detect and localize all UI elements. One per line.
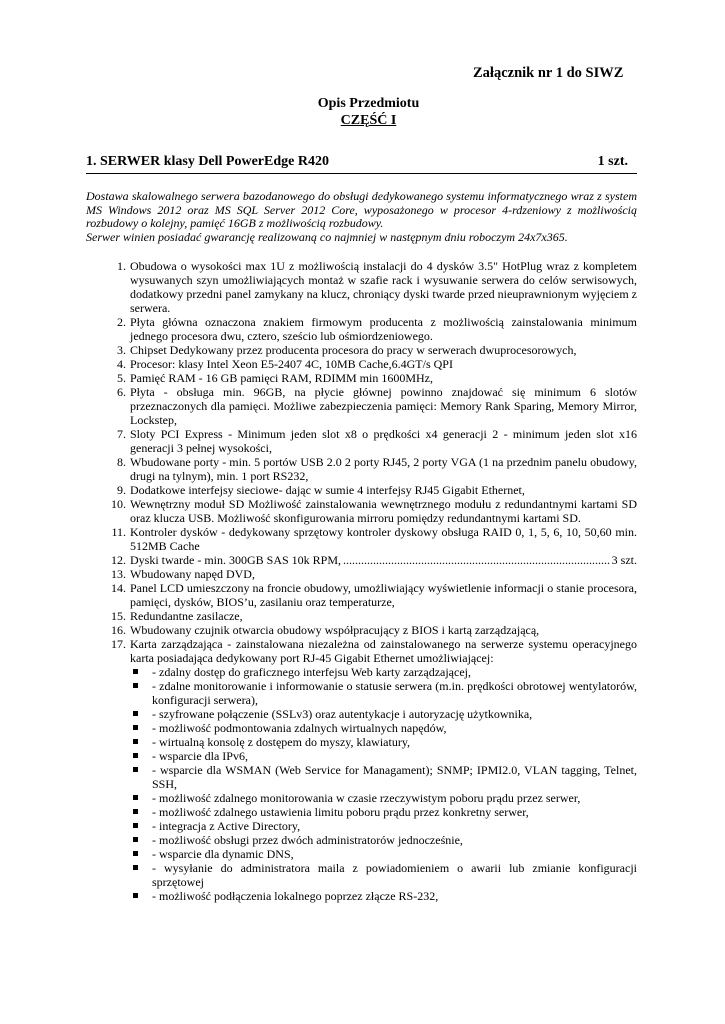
- item-text: Obudowa o wysokości max 1U z możliwością instalacji do 4 dysków 3.5" HotPlug wraz z kompletem wysuwanych szyn umożliwiających montaż w szafie rack i wysuwanie serwera do celów serwisowych, dodatkowy przedni panel zamykany na klucz, chroniący dyski twarde przed nieuprawnionym wyjęciem z serwera.: [130, 259, 637, 315]
- item-number: 10.: [111, 497, 126, 511]
- item-text: Redundantne zasilacze,: [130, 609, 243, 623]
- intro-paragraph: [86, 190, 637, 244]
- bullet-text: - możliwość zdalnego ustawienia limitu poboru prądu przez konkretny serwer,: [152, 805, 529, 819]
- list-item: [86, 483, 637, 497]
- item-number: 15.: [111, 609, 126, 623]
- item-text: Płyta - obsługa min. 96GB, na płycie głównej powinno znajdować się minimum 6 slotów przeznaczonych dla pamięci. Możliwe zabezpieczenia pamięci: Memory Rank Sparing, Memory Mirror, Lockstep,: [130, 385, 637, 427]
- list-item: [86, 343, 637, 357]
- bullet-item: [130, 791, 637, 805]
- bullet-text: - zdalne monitorowanie i informowanie o statusie serwera (m.in. prędkości obrotowej wentylatorów, konfiguracji serwera),: [152, 679, 637, 707]
- item-number: 17.: [111, 637, 126, 651]
- list-item: [86, 427, 637, 455]
- bullet-text: - możliwość podłączenia lokalnego poprzez złącze RS-232,: [152, 889, 439, 903]
- item-number: 9.: [117, 483, 126, 497]
- spec-list: [86, 259, 637, 903]
- list-item: [86, 497, 637, 525]
- list-item: [86, 581, 637, 609]
- bullet-square-icon: [133, 809, 138, 814]
- item-text: Chipset Dedykowany przez producenta procesora do pracy w serwerach dwuprocesorowych,: [130, 343, 577, 357]
- document-title: Opis Przedmiotu: [317, 96, 420, 111]
- item-number: 16.: [111, 623, 126, 637]
- bullet-list: [86, 665, 637, 903]
- bullet-text: - wsparcie dla WSMAN (Web Service for Managament); SNMP; IPMI2.0, VLAN tagging, Telnet, SSH,: [152, 763, 637, 791]
- item-text: Karta zarządzająca - zainstalowana niezależna od zainstalowanego na serwerze systemu operacyjnego karta posiadająca dedykowany port RJ-45 Gigabit Ethernet umożliwiającej:: [130, 637, 637, 665]
- intro-text: Dostawa skalowalnego serwera bazodanowego do obsługi dedykowanego systemu informatycznego wraz z system MS Windows 2012 oraz MS SQL Server 2012 Core, wyposażonego w procesor 4-rdzeniowy z możliwością rozbudowy o kolejny, pamięć 16GB z możliwością rozbudowy.: [86, 189, 637, 230]
- item-number: 2.: [117, 315, 126, 329]
- item-text: Panel LCD umieszczony na froncie obudowy, umożliwiający wyświetlenie informacji o stanie procesora, pamięci, dysków, BIOS’u, zasilaniu oraz temperaturze,: [130, 581, 637, 609]
- item-text: Procesor: klasy Intel Xeon E5-2407 4C, 10MB Cache,6.4GT/s QPI: [130, 357, 453, 371]
- bullet-square-icon: [133, 865, 138, 870]
- bullet-square-icon: [133, 795, 138, 800]
- bullet-text: - wysyłanie do administratora maila z powiadomieniem o awarii lub zmianie konfiguracji sprzętowej: [152, 861, 637, 889]
- item-number: 3.: [117, 343, 126, 357]
- item-number: 1.: [117, 259, 126, 273]
- item-number: 11.: [111, 525, 126, 539]
- item-text: Wbudowane porty - min. 5 portów USB 2.0 2 porty RJ45, 2 porty VGA (1 na przednim panelu obudowy, drugi na tylnym), min. 1 port RS232,: [130, 455, 637, 483]
- bullet-item: [130, 679, 637, 707]
- item-text: Wewnętrzny moduł SD Możliwość zainstalowania wewnętrznego modułu z redundantnymi kartami SD oraz klucza USB. Możliwość skonfigurowania mirroru pomiędzy redundantnymi kartami SD.: [130, 497, 637, 525]
- list-item: [86, 553, 637, 567]
- bullet-text: - możliwość podmontowania zdalnych wirtualnych napędów,: [152, 721, 447, 735]
- bullet-text: - zdalny dostęp do graficznego interfejsu Web karty zarządzającej,: [152, 665, 471, 679]
- section-heading: [86, 154, 637, 174]
- bullet-square-icon: [133, 837, 138, 842]
- list-item: [86, 455, 637, 483]
- item-text: Wbudowany napęd DVD,: [130, 567, 255, 581]
- item-text: Pamięć RAM - 16 GB pamięci RAM, RDIMM min 1600MHz,: [130, 371, 433, 385]
- bullet-square-icon: [133, 725, 138, 730]
- item-text: Wbudowany czujnik otwarcia obudowy współpracujący z BIOS i kartą zarządzającą,: [130, 623, 540, 637]
- bullet-item: [130, 763, 637, 791]
- item-number: 7.: [117, 427, 126, 441]
- list-item: [86, 385, 637, 427]
- list-item: [86, 637, 637, 665]
- item-number: 6.: [117, 385, 126, 399]
- bullet-item: [130, 847, 637, 861]
- bullet-square-icon: [133, 893, 138, 898]
- item-text: Kontroler dysków - dedykowany sprzętowy kontroler dyskowy obsługa RAID 0, 1, 5, 6, 10, 50,60 min. 512MB Cache: [130, 525, 637, 553]
- warranty-text: Serwer winien posiadać gwarancję realizowaną co najmniej w następnym dniu roboczym 24x7x365.: [86, 229, 568, 244]
- bullet-item: [130, 665, 637, 679]
- part-title: CZĘŚĆ I: [340, 113, 397, 128]
- item-text: Płyta główna oznaczona znakiem firmowym producenta z możliwością zainstalowania minimum jednego procesora dwu, cztero, sześcio lub ośmiordzeniowego.: [130, 315, 637, 343]
- item-text: Dyski twarde - min. 300GB SAS 10k RPM,: [130, 553, 342, 567]
- attachment-label: Załącznik nr 1 do SIWZ: [473, 65, 624, 81]
- bullet-text: - wsparcie dla dynamic DNS,: [152, 847, 294, 861]
- bullet-square-icon: [133, 669, 138, 674]
- bullet-item: [130, 735, 637, 749]
- bullet-square-icon: [133, 711, 138, 716]
- list-item: [86, 371, 637, 385]
- bullet-text: - wsparcie dla IPv6,: [152, 749, 248, 763]
- bullet-item: [130, 889, 637, 903]
- bullet-item: [130, 721, 637, 735]
- bullet-item: [130, 707, 637, 721]
- list-item: [86, 609, 637, 623]
- section-quantity: 1 szt.: [597, 154, 628, 169]
- bullet-item: [130, 819, 637, 833]
- bullet-text: - możliwość zdalnego monitorowania w czasie rzeczywistym poboru prądu przez serwer,: [152, 791, 581, 805]
- bullet-square-icon: [133, 767, 138, 772]
- bullet-square-icon: [133, 683, 138, 688]
- item-text: Sloty PCI Express - Minimum jeden slot x8 o prędkości x4 generacji 2 - minimum jeden slot x16 generacji 3 pełnej wysokości,: [130, 427, 637, 455]
- dot-leader: [343, 553, 610, 567]
- item-number: 5.: [117, 371, 126, 385]
- bullet-square-icon: [133, 753, 138, 758]
- item-number: 4.: [117, 357, 126, 371]
- bullet-item: [130, 833, 637, 847]
- item-number: 12.: [111, 553, 126, 567]
- item-number: 14.: [111, 581, 126, 595]
- bullet-square-icon: [133, 739, 138, 744]
- bullet-item: [130, 861, 637, 889]
- item-number: 8.: [117, 455, 126, 469]
- bullet-text: - wirtualną konsolę z dostępem do myszy, klawiatury,: [152, 735, 411, 749]
- bullet-text: - możliwość obsługi przez dwóch administratorów jednocześnie,: [152, 833, 463, 847]
- section-label: 1. SERWER klasy Dell PowerEdge R420: [86, 154, 329, 169]
- item-quantity: 3 szt.: [611, 553, 637, 567]
- bullet-text: - szyfrowane połączenie (SSLv3) oraz autentykacje i autoryzację użytkownika,: [152, 707, 533, 721]
- list-item: [86, 259, 637, 315]
- bullet-text: - integracja z Active Directory,: [152, 819, 301, 833]
- list-item: [86, 315, 637, 343]
- bullet-square-icon: [133, 823, 138, 828]
- list-item: [86, 567, 637, 581]
- item-text: Dodatkowe interfejsy sieciowe- dając w sumie 4 interfejsy RJ45 Gigabit Ethernet,: [130, 483, 525, 497]
- bullet-item: [130, 805, 637, 819]
- list-item: [86, 623, 637, 637]
- bullet-square-icon: [133, 851, 138, 856]
- item-number: 13.: [111, 567, 126, 581]
- bullet-item: [130, 749, 637, 763]
- list-item: [86, 525, 637, 553]
- list-item: [86, 357, 637, 371]
